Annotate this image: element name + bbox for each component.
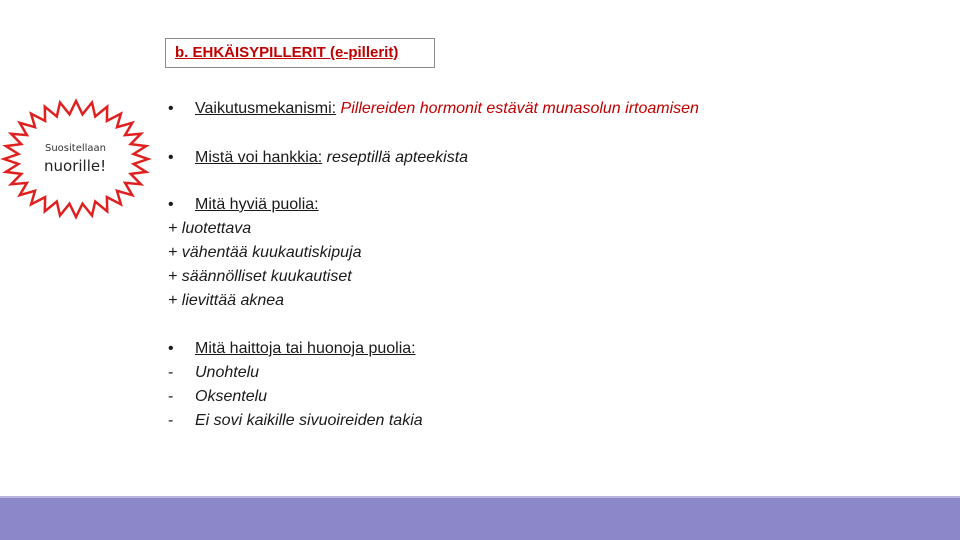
cons-item-text: Ei sovi kaikille sivuoireiden takia [195,412,423,429]
source-label: Mistä voi hankkia: [195,149,323,166]
dash: - [168,388,174,405]
pros-item: + vähentää kuukautiskipuja [168,244,362,261]
slide-title: b. EHKÄISYPILLERIT (e-pillerit) [175,44,399,61]
badge-line-1: Suositellaan [45,143,107,154]
dash: - [168,412,174,429]
mechanism-value: Pillereiden hormonit estävät munasolun irtoamisen [340,100,699,117]
source-line [168,149,468,167]
source-value: reseptillä apteekista [326,149,469,166]
mechanism-label: Vaikutusmekanismi: [195,100,337,117]
bullet: • [168,340,174,357]
pros-heading [168,196,319,214]
bullet: • [168,100,174,117]
cons-item-text: Unohtelu [195,364,260,381]
dash: - [168,364,174,381]
bullet: • [168,196,174,213]
badge-line-2: nuorille! [44,157,107,175]
bullet: • [168,149,174,166]
pros-label: Mitä hyviä puolia: [195,196,319,213]
cons-item [168,364,259,382]
cons-item [168,412,423,430]
pros-item: + luotettava [168,220,252,237]
mechanism-line [168,100,699,118]
cons-item-text: Oksentelu [195,388,268,405]
pros-item: + säännölliset kuukautiset [168,268,352,285]
footer-bar [0,498,960,540]
cons-heading [168,340,416,358]
cons-item [168,388,267,406]
pros-item: + lievittää aknea [168,292,285,309]
cons-label: Mitä haittoja tai huonoja puolia: [195,340,416,357]
